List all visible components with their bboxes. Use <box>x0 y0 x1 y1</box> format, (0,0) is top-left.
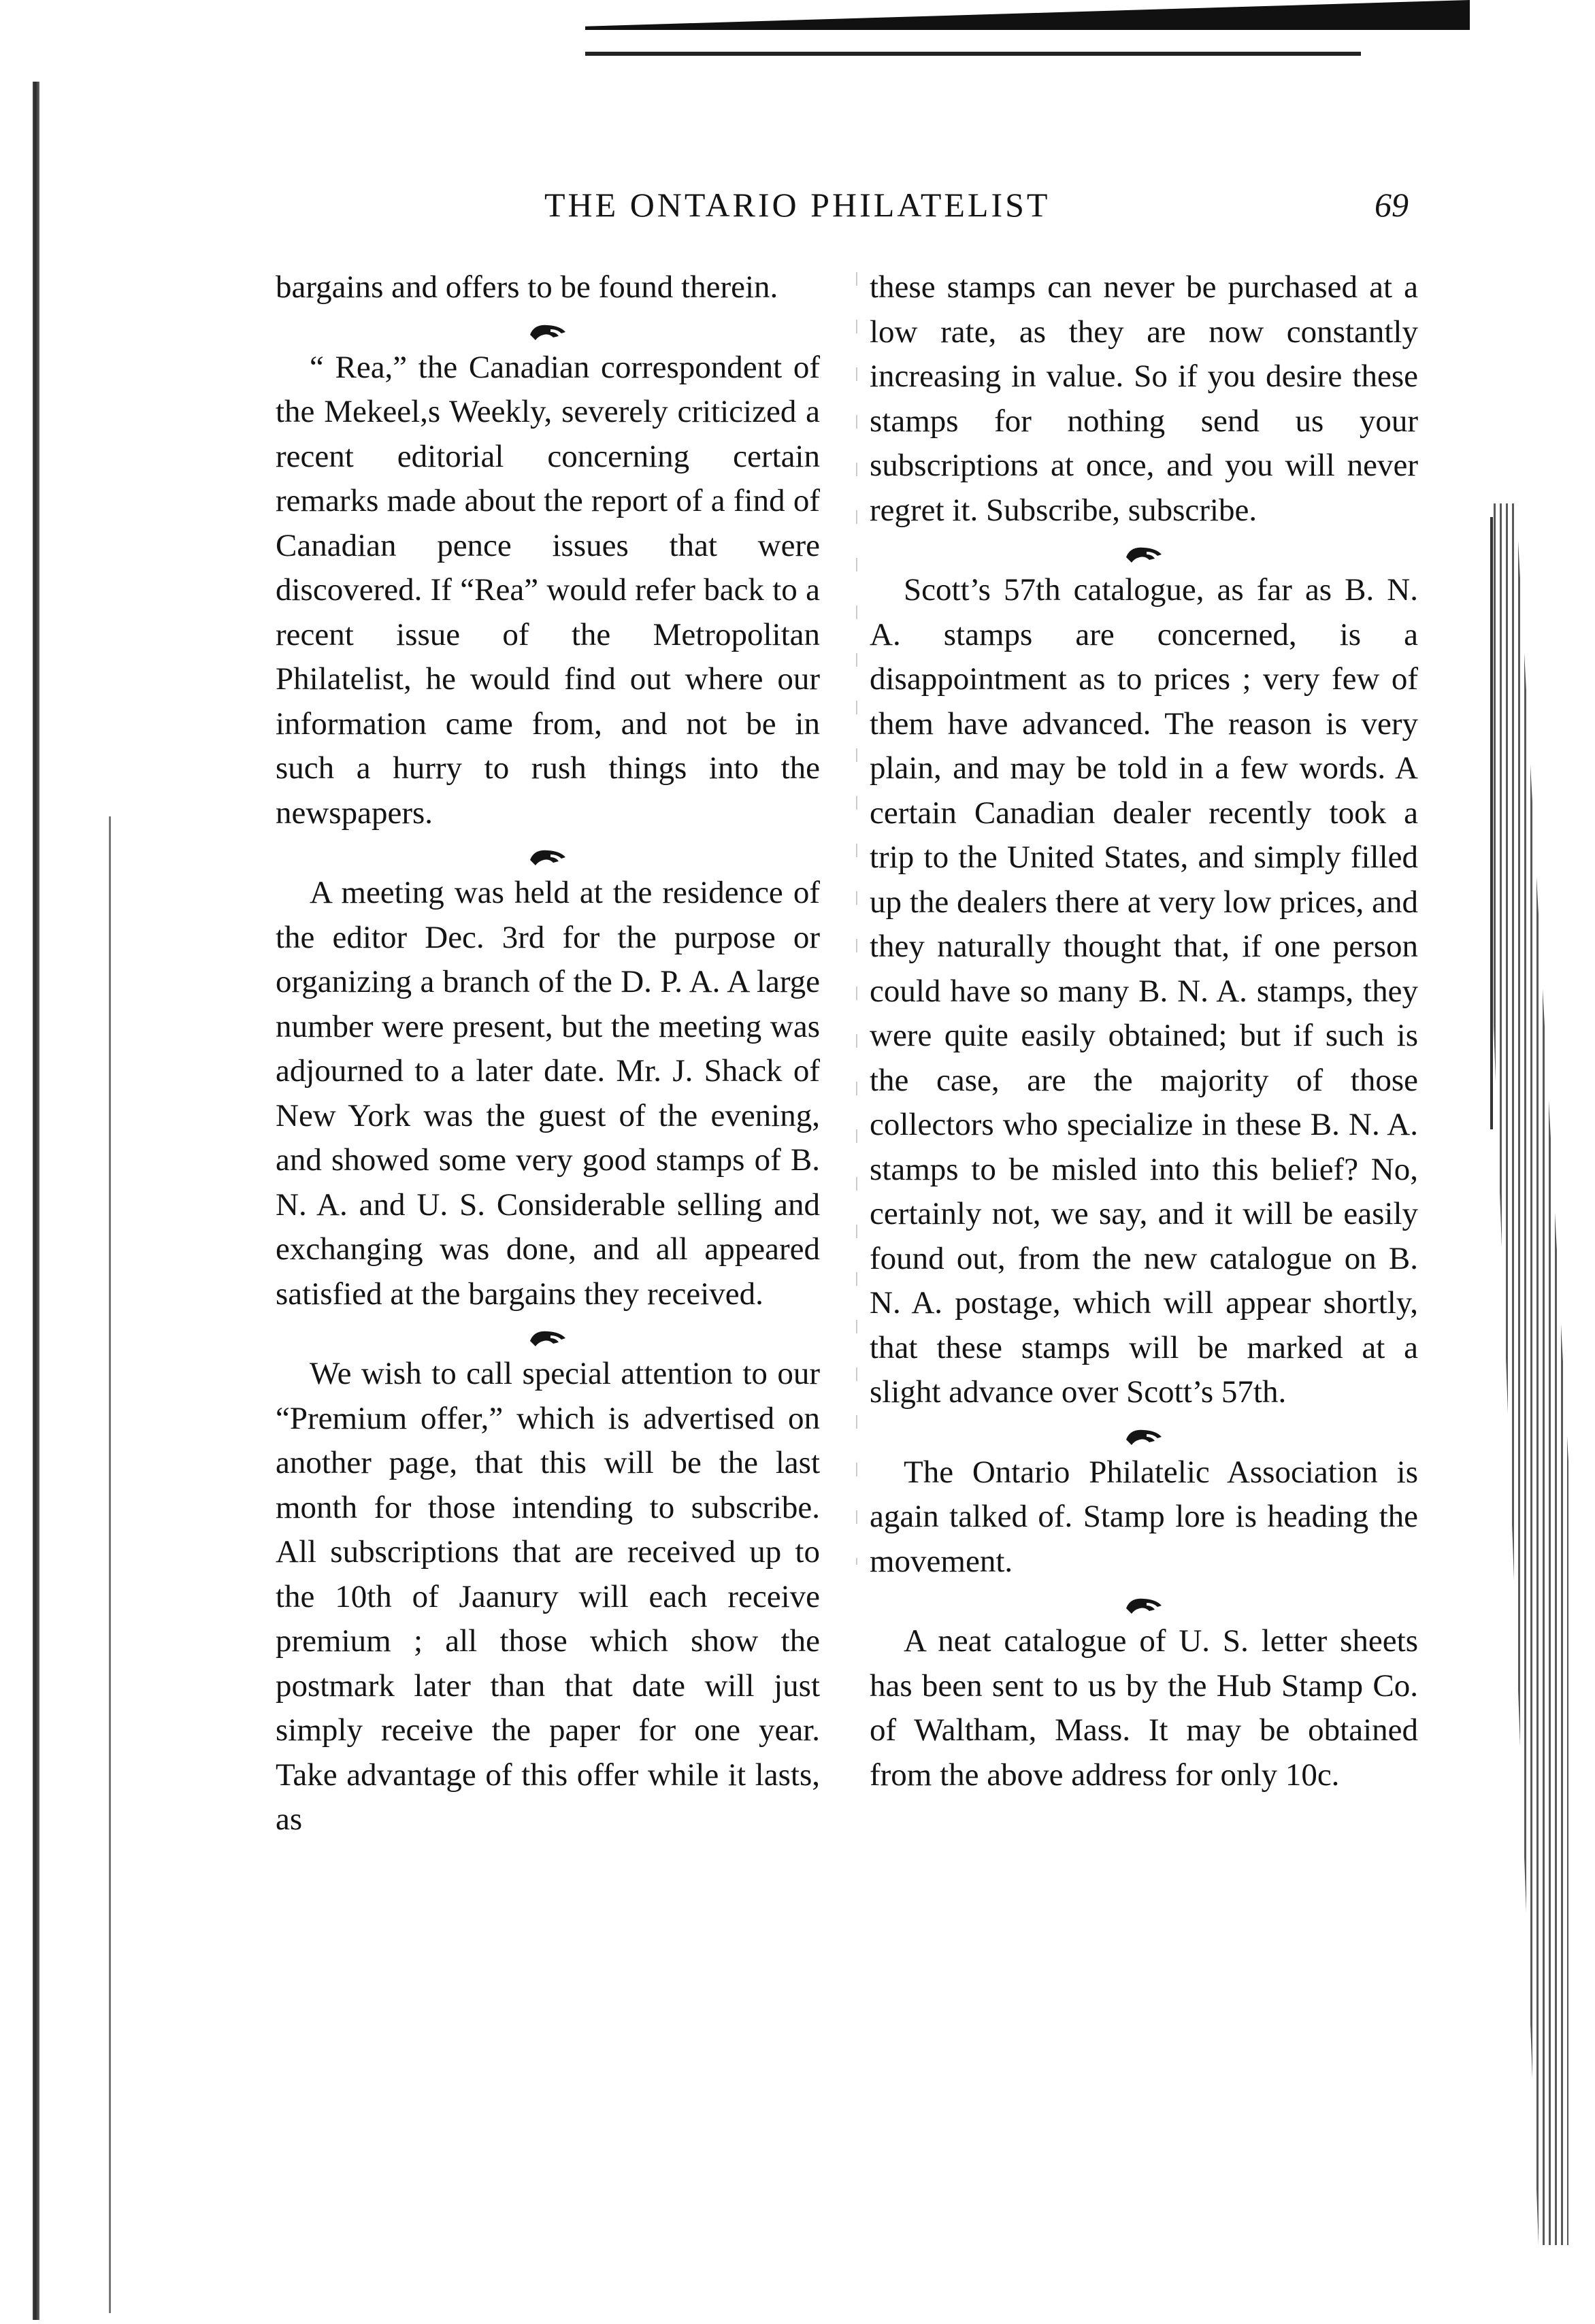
scan-artifact-top-rule <box>585 52 1361 56</box>
paragraph: The Ontario Philatelic Association is again talked of. Stamp lore is heading the movement. <box>870 1454 1418 1579</box>
left-column <box>276 265 820 1842</box>
page-number: 69 <box>1375 186 1409 224</box>
scan-artifact-top-bar <box>585 0 1470 30</box>
scan-artifact-left-edge <box>33 82 39 2320</box>
pointing-hand-fleuron-icon <box>276 313 820 344</box>
pointing-hand-fleuron-icon <box>276 1319 820 1350</box>
pointing-hand-fleuron-icon <box>870 1418 1418 1449</box>
paragraph: “ Rea,” the Canadian correspondent of the Mekeel,s Weekly, severely criticized a recent editorial concerning certain remarks made about the report of a find of Canadian pence issues that were discovered. If “Rea” would refer back to a recent issue of the Metropolitan Philatelist, he would find out where our information came from, and not be in such a hurry to rush things into the newspapers. <box>276 349 820 831</box>
paragraph: these stamps can never be purchased at a low rate, as they are now constantly increasing in value. So if you desire these stamps for nothing send us your subscriptions at once, and you will never regret it. Subscribe, subscribe. <box>870 269 1418 528</box>
pointing-hand-fleuron-icon <box>870 535 1418 567</box>
paragraph: We wish to call special attention to our “Premium offer,” which is advertised on another page, that this will be the last month for those intending to subscribe. All subscriptions that are received up to the 10th of Jaanury will each receive premium ; all those which show the postmark later than that date will just simply receive the paper for one year. Take advantage of this offer while it lasts, as <box>276 1356 820 1837</box>
pointing-hand-fleuron-icon <box>276 838 820 869</box>
paragraph: A neat catalogue of U. S. letter sheets has been sent to us by the Hub Stamp Co. of Waltham, Mass. It may be obtained from the above address for only 10c. <box>870 1623 1418 1793</box>
scan-artifact-left-line <box>109 816 111 2313</box>
paragraph: A meeting was held at the residence of the editor Dec. 3rd for the purpose or organizing a branch of the D. P. A. A large number were present, but the meeting was adjourned to a later date. Mr. J. Shack of New York was the guest of the evening, and showed some very good stamps of B. N. A. and U. S. Considerable selling and exchanging was done, and all appeared satisfied at the bargains they received. <box>276 875 820 1312</box>
scan-artifact-right-line <box>1490 517 1493 1129</box>
scan-artifact-right-edge <box>1494 503 1568 2245</box>
column-gutter-mark <box>856 272 857 1565</box>
running-title: THE ONTARIO PHILATELIST <box>544 186 1051 224</box>
right-column <box>870 265 1418 1797</box>
paragraph: bargains and offers to be found therein. <box>276 269 778 305</box>
pointing-hand-fleuron-icon <box>870 1587 1418 1618</box>
paragraph: Scott’s 57th catalogue, as far as B. N. A. stamps are concerned, is a disappointment as to prices ; very few of them have advanced. The reason is very plain, and may be told in a few words. A certain Canadian dealer recently took a trip to the United States, and simply filled up the dealers there at very low prices, and they naturally thought that, if one person could have so many B. N. A. stamps, they were quite easily obtained; but if such is the case, are the majority of those collectors who specialize in these B. N. A. stamps to be misled into this belief? No, certainly not, we say, and it will be easily found out, from the new catalogue on B. N. A. postage, which will appear shortly, that these stamps will be marked at a slight advance over Scott’s 57th. <box>870 572 1418 1410</box>
